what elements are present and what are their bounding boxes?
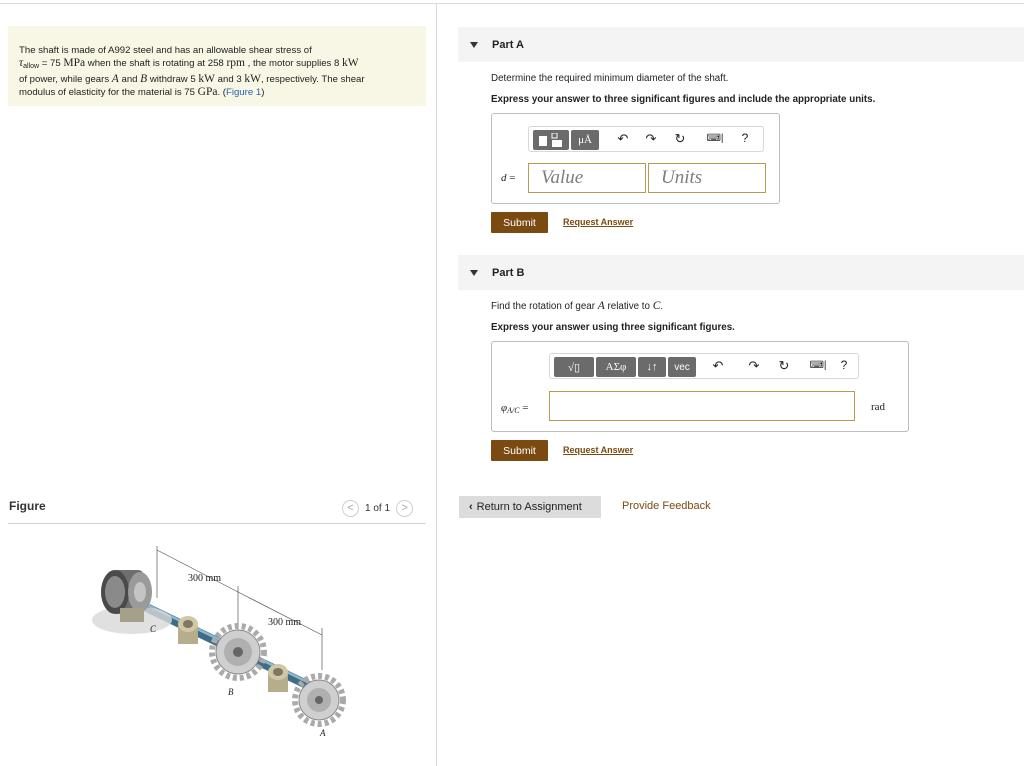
problem-text: of power, while gears — [19, 74, 112, 85]
part-b-header[interactable] — [458, 255, 1024, 290]
unit-kw: kW — [198, 73, 215, 85]
keyboard-icon[interactable]: ⌨| — [809, 360, 827, 371]
part-b-submit-button[interactable]: Submit — [491, 440, 548, 461]
collapse-triangle-icon[interactable] — [470, 270, 478, 276]
problem-text: when the shaft is rotating at 258 — [85, 58, 227, 69]
problem-line-3 — [19, 73, 414, 86]
tau-symbol: τ — [19, 57, 24, 69]
part-b-answer-box — [491, 341, 909, 432]
bearing-2 — [268, 664, 288, 692]
question-text: Find the rotation of gear — [491, 301, 598, 312]
figure-divider — [8, 523, 426, 524]
part-b-question — [491, 300, 663, 312]
problem-text: and — [118, 74, 141, 85]
part-b-label: Part B — [492, 266, 525, 279]
part-a-submit-button[interactable]: Submit — [491, 212, 548, 233]
equals-sign: = — [519, 402, 529, 414]
redo-icon[interactable]: ↷ — [645, 131, 657, 146]
label-a: A — [320, 728, 326, 738]
problem-text: , respectively. The shear — [260, 74, 365, 85]
figure-pager — [342, 499, 413, 517]
part-b-request-answer-link[interactable]: Request Answer — [563, 445, 634, 455]
question-text: . — [660, 301, 664, 312]
fraction-template-icon — [538, 133, 564, 147]
redo-icon[interactable]: ↷ — [748, 358, 760, 373]
return-label: Return to Assignment — [476, 501, 582, 513]
units-input[interactable]: Units — [648, 163, 766, 193]
gear-a — [295, 676, 343, 724]
part-a-header[interactable] — [458, 27, 1024, 62]
part-a-answer-box — [491, 113, 780, 204]
problem-line-4 — [19, 86, 414, 99]
subscript-superscript-button[interactable]: ↓↑ — [638, 357, 666, 377]
units-button[interactable]: μÅ — [571, 130, 599, 150]
unit-rad: rad — [871, 401, 886, 413]
chevron-left-icon: ‹ — [469, 501, 473, 513]
problem-text: , the motor supplies 8 — [244, 58, 343, 69]
problem-text: and 3 — [215, 74, 245, 85]
question-text: relative to — [604, 301, 653, 312]
part-a-toolbar — [528, 126, 764, 152]
label-b: B — [228, 687, 234, 697]
collapse-triangle-icon[interactable] — [470, 42, 478, 48]
gear-b-symbol: B — [140, 73, 148, 85]
phi-symbol: φ — [501, 402, 508, 414]
unit-kw: kW — [244, 73, 261, 85]
reset-icon[interactable]: ↻ — [674, 131, 686, 146]
panel-divider — [436, 3, 437, 766]
help-icon[interactable]: ? — [840, 358, 848, 372]
gear-b — [212, 626, 264, 678]
problem-text: . ( — [217, 87, 226, 98]
unit-rpm: rpm — [226, 57, 245, 69]
d-label — [501, 172, 515, 184]
rotation-input[interactable] — [549, 391, 855, 421]
figure-title: Figure — [9, 499, 46, 513]
sqrt-template-button[interactable]: √▯ — [554, 357, 594, 377]
dimension-label-1: 300 mm — [188, 573, 222, 584]
label-c: C — [150, 624, 157, 634]
part-b-toolbar — [549, 353, 859, 379]
gear-a-symbol: A — [597, 300, 605, 312]
unit-gpa: GPa — [197, 86, 218, 98]
part-a-request-answer-link[interactable]: Request Answer — [563, 217, 634, 227]
gear-a-symbol: A — [111, 73, 119, 85]
keyboard-icon[interactable]: ⌨| — [706, 133, 724, 144]
vector-button[interactable]: vec — [668, 357, 696, 377]
figure-link[interactable]: Figure 1 — [225, 87, 262, 98]
equals-sign: = — [506, 172, 516, 184]
part-a-question: Determine the required minimum diameter of the shaft. — [491, 73, 729, 84]
figure-counter: 1 of 1 — [365, 502, 391, 514]
motor — [92, 570, 172, 634]
top-border — [0, 3, 1024, 4]
tau-subscript: allow — [23, 63, 40, 70]
undo-icon[interactable]: ↶ — [712, 358, 724, 373]
problem-text: withdraw 5 — [147, 74, 199, 85]
gear-c-symbol: C — [652, 300, 661, 312]
problem-statement — [8, 26, 426, 106]
dimension-label-2: 300 mm — [268, 617, 302, 628]
phi-subscript: A/C — [507, 406, 520, 415]
phi-label — [501, 402, 529, 415]
bearing-1 — [178, 616, 198, 644]
problem-text: = 75 — [39, 58, 64, 69]
part-b-instruction: Express your answer using three significant figures. — [491, 322, 735, 333]
value-input[interactable]: Value — [528, 163, 646, 193]
unit-kw: kW — [342, 57, 359, 69]
next-figure-button[interactable]: > — [396, 500, 413, 517]
problem-text: modulus of elasticity for the material is 75 — [19, 87, 198, 98]
provide-feedback-link[interactable]: Provide Feedback — [622, 500, 711, 512]
part-a-instruction: Express your answer to three significant figures and include the appropriate units. — [491, 94, 876, 105]
problem-line-2 — [19, 57, 414, 73]
greek-symbols-button[interactable]: ΑΣφ — [596, 357, 636, 377]
unit-mpa: MPa — [63, 57, 86, 69]
prev-figure-button[interactable]: < — [342, 500, 359, 517]
d-symbol: d — [501, 172, 507, 184]
part-a-label: Part A — [492, 38, 524, 51]
undo-icon[interactable]: ↶ — [617, 131, 629, 146]
problem-line-1: The shaft is made of A992 steel and has an allowable shear stress of — [19, 45, 312, 56]
problem-text: ) — [261, 87, 265, 98]
template-icon[interactable] — [533, 130, 569, 150]
shaft-figure — [90, 540, 360, 745]
reset-icon[interactable]: ↻ — [778, 358, 790, 373]
return-to-assignment-button[interactable] — [459, 496, 601, 518]
help-icon[interactable]: ? — [741, 131, 749, 145]
